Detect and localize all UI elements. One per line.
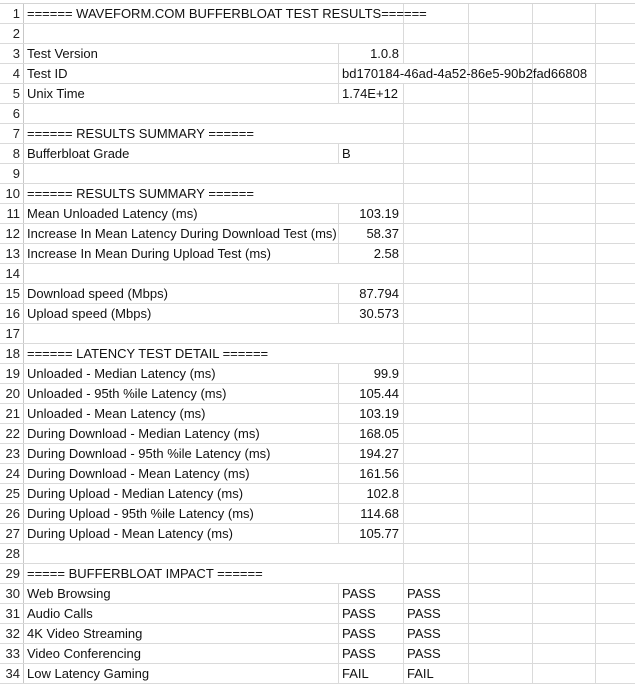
- cell-d[interactable]: [469, 264, 533, 283]
- cell-f[interactable]: [596, 24, 635, 43]
- cell-e[interactable]: [533, 584, 596, 603]
- cell-f[interactable]: [596, 184, 635, 203]
- cell-a[interactable]: [24, 264, 339, 283]
- cell-d[interactable]: [469, 344, 533, 363]
- cell-e[interactable]: [533, 44, 596, 63]
- table-row: [0, 164, 635, 184]
- cell-a[interactable]: Unloaded - Mean Latency (ms): [24, 404, 339, 423]
- cell-a[interactable]: Low Latency Gaming: [24, 664, 339, 683]
- cell-b[interactable]: [339, 564, 404, 583]
- cell-d[interactable]: [469, 224, 533, 243]
- row-number[interactable]: 27: [0, 524, 24, 543]
- cell-a[interactable]: During Upload - Median Latency (ms): [24, 484, 339, 503]
- cell-d[interactable]: [469, 184, 533, 203]
- row-number[interactable]: 29: [0, 564, 24, 583]
- table-row: [0, 384, 635, 404]
- cell-a[interactable]: Test Version: [24, 44, 339, 63]
- cell-e[interactable]: [533, 404, 596, 423]
- row-number[interactable]: 23: [0, 444, 24, 463]
- cell-d[interactable]: [469, 124, 533, 143]
- cell-e[interactable]: [533, 464, 596, 483]
- cell-a[interactable]: Download speed (Mbps): [24, 284, 339, 303]
- cell-f[interactable]: [596, 384, 635, 403]
- cell-e[interactable]: [533, 444, 596, 463]
- table-row: [0, 304, 635, 324]
- cell-b[interactable]: 99.9: [339, 364, 404, 383]
- cell-f[interactable]: [596, 564, 635, 583]
- cell-b[interactable]: PASS: [339, 584, 404, 603]
- cell-e[interactable]: [533, 604, 596, 623]
- cell-d[interactable]: [469, 584, 533, 603]
- cell-b[interactable]: PASS: [339, 644, 404, 663]
- cell-f[interactable]: [596, 124, 635, 143]
- cell-f[interactable]: [596, 344, 635, 363]
- cell-b[interactable]: [339, 184, 404, 203]
- table-row: [0, 344, 635, 364]
- table-row: [0, 624, 635, 644]
- cell-f[interactable]: [596, 644, 635, 663]
- table-row: [0, 404, 635, 424]
- table-row: [0, 644, 635, 664]
- cell-f[interactable]: [596, 404, 635, 423]
- cell-b[interactable]: 30.573: [339, 304, 404, 323]
- cell-c[interactable]: [404, 224, 469, 243]
- cell-b[interactable]: bd170184-46ad-4a52-86e5-90b2fad66808: [342, 66, 588, 81]
- cell-b[interactable]: B: [339, 144, 404, 163]
- cell-b[interactable]: [339, 544, 404, 563]
- cell-e[interactable]: [533, 124, 596, 143]
- cell-f[interactable]: [596, 424, 635, 443]
- cell-c[interactable]: PASS: [404, 644, 469, 663]
- cell-c[interactable]: [404, 404, 469, 423]
- cell-e[interactable]: [533, 504, 596, 523]
- row-number[interactable]: 11: [0, 204, 24, 223]
- row-number[interactable]: 2: [0, 24, 24, 43]
- row-number[interactable]: 4: [0, 64, 24, 83]
- cell-a[interactable]: Mean Unloaded Latency (ms): [24, 204, 339, 223]
- cell-d[interactable]: [469, 204, 533, 223]
- row-number[interactable]: 21: [0, 404, 24, 423]
- cell-e[interactable]: [533, 324, 596, 343]
- cell-b[interactable]: 114.68: [339, 504, 404, 523]
- cell-b[interactable]: 161.56: [339, 464, 404, 483]
- row-number[interactable]: 8: [0, 144, 24, 163]
- cell-e[interactable]: [533, 524, 596, 543]
- cell-a[interactable]: ====== RESULTS SUMMARY ======: [27, 126, 254, 141]
- cell-a[interactable]: During Download - Mean Latency (ms): [24, 464, 339, 483]
- cell-b[interactable]: 194.27: [339, 444, 404, 463]
- cell-d[interactable]: [469, 644, 533, 663]
- cell-d[interactable]: [469, 244, 533, 263]
- cell-e[interactable]: [533, 544, 596, 563]
- cell-e[interactable]: [533, 384, 596, 403]
- cell-f[interactable]: [596, 204, 635, 223]
- cell-d[interactable]: [469, 104, 533, 123]
- table-row: [0, 424, 635, 444]
- cell-a[interactable]: Bufferbloat Grade: [24, 144, 339, 163]
- cell-e[interactable]: [533, 104, 596, 123]
- cell-f[interactable]: [596, 464, 635, 483]
- cell-e[interactable]: [533, 344, 596, 363]
- cell-f[interactable]: [596, 84, 635, 103]
- cell-e[interactable]: [533, 424, 596, 443]
- cell-b[interactable]: PASS: [339, 624, 404, 643]
- cell-f[interactable]: [596, 244, 635, 263]
- table-row: [0, 84, 635, 104]
- row-number[interactable]: 5: [0, 84, 24, 103]
- row-number[interactable]: 25: [0, 484, 24, 503]
- cell-e[interactable]: [533, 184, 596, 203]
- table-row: [0, 64, 635, 84]
- cell-d[interactable]: [469, 304, 533, 323]
- cell-b[interactable]: [339, 164, 404, 183]
- cell-c[interactable]: [404, 284, 469, 303]
- cell-a[interactable]: Unloaded - Median Latency (ms): [24, 364, 339, 383]
- cell-c[interactable]: [404, 24, 469, 43]
- cell-b[interactable]: 87.794: [339, 284, 404, 303]
- cell-d[interactable]: [469, 504, 533, 523]
- cell-c[interactable]: [404, 424, 469, 443]
- cell-a[interactable]: ====== RESULTS SUMMARY ======: [27, 186, 254, 201]
- cell-f[interactable]: [596, 164, 635, 183]
- cell-d[interactable]: [469, 4, 533, 23]
- cell-b[interactable]: 1.74E+12: [339, 84, 404, 103]
- cell-b[interactable]: FAIL: [339, 664, 404, 683]
- cell-b[interactable]: [339, 344, 404, 363]
- table-row: [0, 444, 635, 464]
- cell-c[interactable]: FAIL: [404, 664, 469, 683]
- cell-a[interactable]: During Download - 95th %ile Latency (ms): [24, 444, 339, 463]
- cell-c[interactable]: PASS: [404, 584, 469, 603]
- row-number[interactable]: 19: [0, 364, 24, 383]
- cell-d[interactable]: [469, 604, 533, 623]
- row-number[interactable]: 15: [0, 284, 24, 303]
- cell-d[interactable]: [469, 384, 533, 403]
- cell-a[interactable]: [24, 324, 339, 343]
- cell-f[interactable]: [596, 4, 635, 23]
- cell-b[interactable]: 103.19: [339, 404, 404, 423]
- cell-d[interactable]: [469, 624, 533, 643]
- cell-c[interactable]: [404, 304, 469, 323]
- cell-d[interactable]: [469, 84, 533, 103]
- row-number[interactable]: 10: [0, 184, 24, 203]
- row-number[interactable]: 3: [0, 44, 24, 63]
- cell-a[interactable]: Unix Time: [24, 84, 339, 103]
- cell-a[interactable]: Test ID: [24, 64, 339, 83]
- cell-b[interactable]: 1.0.8: [339, 44, 404, 63]
- cell-b[interactable]: 2.58: [339, 244, 404, 263]
- cell-b[interactable]: 105.44: [339, 384, 404, 403]
- cell-b[interactable]: [339, 104, 404, 123]
- cell-a[interactable]: Unloaded - 95th %ile Latency (ms): [24, 384, 339, 403]
- cell-e[interactable]: [533, 24, 596, 43]
- row-number[interactable]: 32: [0, 624, 24, 643]
- row-number[interactable]: 14: [0, 264, 24, 283]
- cell-d[interactable]: [469, 484, 533, 503]
- table-row: [0, 184, 635, 204]
- cell-d[interactable]: [469, 664, 533, 683]
- cell-b[interactable]: 168.05: [339, 424, 404, 443]
- cell-a[interactable]: Increase In Mean Latency During Download Test (ms): [24, 224, 339, 243]
- cell-f[interactable]: [596, 44, 635, 63]
- cell-e[interactable]: [533, 564, 596, 583]
- cell-b[interactable]: 102.8: [339, 484, 404, 503]
- cell-c[interactable]: [404, 244, 469, 263]
- table-row: [0, 664, 635, 684]
- cell-e[interactable]: [533, 164, 596, 183]
- cell-f[interactable]: [596, 444, 635, 463]
- row-number[interactable]: 6: [0, 104, 24, 123]
- row-number[interactable]: 18: [0, 344, 24, 363]
- row-number[interactable]: 26: [0, 504, 24, 523]
- cell-f[interactable]: [596, 264, 635, 283]
- cell-e[interactable]: [533, 144, 596, 163]
- cell-c[interactable]: [404, 524, 469, 543]
- cell-a[interactable]: 4K Video Streaming: [24, 624, 339, 643]
- cell-a[interactable]: Web Browsing: [24, 584, 339, 603]
- cell-e[interactable]: [533, 284, 596, 303]
- cell-e[interactable]: [533, 624, 596, 643]
- row-number[interactable]: 17: [0, 324, 24, 343]
- cell-c[interactable]: [404, 384, 469, 403]
- table-row: [0, 504, 635, 524]
- cell-f[interactable]: [596, 664, 635, 683]
- cell-d[interactable]: [469, 564, 533, 583]
- cell-a[interactable]: [24, 104, 339, 123]
- cell-c[interactable]: [404, 324, 469, 343]
- cell-f[interactable]: [596, 64, 635, 83]
- table-row: [0, 524, 635, 544]
- cell-c[interactable]: [404, 504, 469, 523]
- cell-e[interactable]: [533, 84, 596, 103]
- cell-f[interactable]: [596, 624, 635, 643]
- row-number[interactable]: 24: [0, 464, 24, 483]
- cell-c[interactable]: [404, 264, 469, 283]
- table-row: [0, 484, 635, 504]
- row-number[interactable]: 7: [0, 124, 24, 143]
- cell-e[interactable]: [533, 304, 596, 323]
- cell-f[interactable]: [596, 584, 635, 603]
- table-row: [0, 284, 635, 304]
- cell-b[interactable]: 105.77: [339, 524, 404, 543]
- cell-c[interactable]: [404, 484, 469, 503]
- row-number[interactable]: 34: [0, 664, 24, 683]
- row-number[interactable]: 30: [0, 584, 24, 603]
- cell-a[interactable]: ===== BUFFERBLOAT IMPACT ======: [27, 566, 263, 581]
- cell-c[interactable]: [404, 124, 469, 143]
- cell-b[interactable]: 103.19: [339, 204, 404, 223]
- cell-e[interactable]: [533, 664, 596, 683]
- cell-e[interactable]: [533, 644, 596, 663]
- cell-a[interactable]: Increase In Mean During Upload Test (ms): [24, 244, 339, 263]
- row-number[interactable]: 12: [0, 224, 24, 243]
- cell-d[interactable]: [469, 324, 533, 343]
- table-row: [0, 224, 635, 244]
- table-row: [0, 4, 635, 24]
- cell-f[interactable]: [596, 504, 635, 523]
- cell-f[interactable]: [596, 324, 635, 343]
- row-number[interactable]: 31: [0, 604, 24, 623]
- table-row: [0, 264, 635, 284]
- cell-d[interactable]: [469, 404, 533, 423]
- cell-f[interactable]: [596, 144, 635, 163]
- row-number[interactable]: 9: [0, 164, 24, 183]
- cell-d[interactable]: [469, 24, 533, 43]
- cell-a[interactable]: During Upload - 95th %ile Latency (ms): [24, 504, 339, 523]
- row-number[interactable]: 16: [0, 304, 24, 323]
- cell-c[interactable]: [404, 184, 469, 203]
- cell-c[interactable]: [404, 544, 469, 563]
- cell-d[interactable]: [469, 444, 533, 463]
- row-number[interactable]: 22: [0, 424, 24, 443]
- cell-a[interactable]: Audio Calls: [24, 604, 339, 623]
- cell-c[interactable]: [404, 444, 469, 463]
- table-row: [0, 604, 635, 624]
- cell-f[interactable]: [596, 224, 635, 243]
- cell-d[interactable]: [469, 284, 533, 303]
- cell-b[interactable]: [339, 324, 404, 343]
- table-row: [0, 124, 635, 144]
- cell-b[interactable]: PASS: [339, 604, 404, 623]
- table-row: [0, 464, 635, 484]
- cell-a[interactable]: Upload speed (Mbps): [24, 304, 339, 323]
- cell-c[interactable]: [404, 104, 469, 123]
- cell-a[interactable]: During Upload - Mean Latency (ms): [24, 524, 339, 543]
- cell-f[interactable]: [596, 364, 635, 383]
- cell-b[interactable]: [339, 124, 404, 143]
- table-row: [0, 44, 635, 64]
- cell-c[interactable]: [404, 204, 469, 223]
- table-row: [0, 544, 635, 564]
- table-row: [0, 364, 635, 384]
- row-number[interactable]: 20: [0, 384, 24, 403]
- cell-e[interactable]: [533, 264, 596, 283]
- cell-d[interactable]: [469, 464, 533, 483]
- cell-a[interactable]: ====== WAVEFORM.COM BUFFERBLOAT TEST RESULTS======: [27, 6, 427, 21]
- cell-b[interactable]: [339, 24, 404, 43]
- cell-f[interactable]: [596, 544, 635, 563]
- cell-d[interactable]: [469, 44, 533, 63]
- cell-c[interactable]: [404, 344, 469, 363]
- cell-e[interactable]: [533, 484, 596, 503]
- table-row: [0, 564, 635, 584]
- cell-a[interactable]: Video Conferencing: [24, 644, 339, 663]
- cell-f[interactable]: [596, 524, 635, 543]
- cell-c[interactable]: PASS: [404, 604, 469, 623]
- cell-f[interactable]: [596, 604, 635, 623]
- cell-a[interactable]: [24, 24, 339, 43]
- cell-c[interactable]: [404, 364, 469, 383]
- cell-e[interactable]: [533, 364, 596, 383]
- cell-f[interactable]: [596, 284, 635, 303]
- row-number[interactable]: 13: [0, 244, 24, 263]
- cell-c[interactable]: [404, 84, 469, 103]
- cell-e[interactable]: [533, 4, 596, 23]
- cell-f[interactable]: [596, 304, 635, 323]
- table-row: [0, 584, 635, 604]
- cell-d[interactable]: [469, 144, 533, 163]
- cell-c[interactable]: [404, 44, 469, 63]
- cell-f[interactable]: [596, 484, 635, 503]
- row-number[interactable]: 33: [0, 644, 24, 663]
- cell-d[interactable]: [469, 424, 533, 443]
- table-row: [0, 24, 635, 44]
- cell-c[interactable]: [404, 564, 469, 583]
- cell-c[interactable]: [404, 164, 469, 183]
- cell-b[interactable]: [339, 264, 404, 283]
- cell-d[interactable]: [469, 544, 533, 563]
- cell-e[interactable]: [533, 224, 596, 243]
- cell-a[interactable]: [24, 544, 339, 563]
- table-row: [0, 244, 635, 264]
- cell-c[interactable]: [404, 464, 469, 483]
- table-row: [0, 144, 635, 164]
- cell-d[interactable]: [469, 364, 533, 383]
- cell-a[interactable]: During Download - Median Latency (ms): [24, 424, 339, 443]
- table-row: [0, 204, 635, 224]
- cell-f[interactable]: [596, 104, 635, 123]
- cell-e[interactable]: [533, 244, 596, 263]
- row-number[interactable]: 1: [0, 4, 24, 23]
- cell-c[interactable]: [404, 144, 469, 163]
- table-row: [0, 324, 635, 344]
- cell-b[interactable]: 58.37: [339, 224, 404, 243]
- table-row: [0, 104, 635, 124]
- cell-d[interactable]: [469, 164, 533, 183]
- cell-c[interactable]: PASS: [404, 624, 469, 643]
- row-number[interactable]: 28: [0, 544, 24, 563]
- cell-a[interactable]: ====== LATENCY TEST DETAIL ======: [27, 346, 269, 361]
- cell-d[interactable]: [469, 524, 533, 543]
- cell-a[interactable]: [24, 164, 339, 183]
- cell-e[interactable]: [533, 204, 596, 223]
